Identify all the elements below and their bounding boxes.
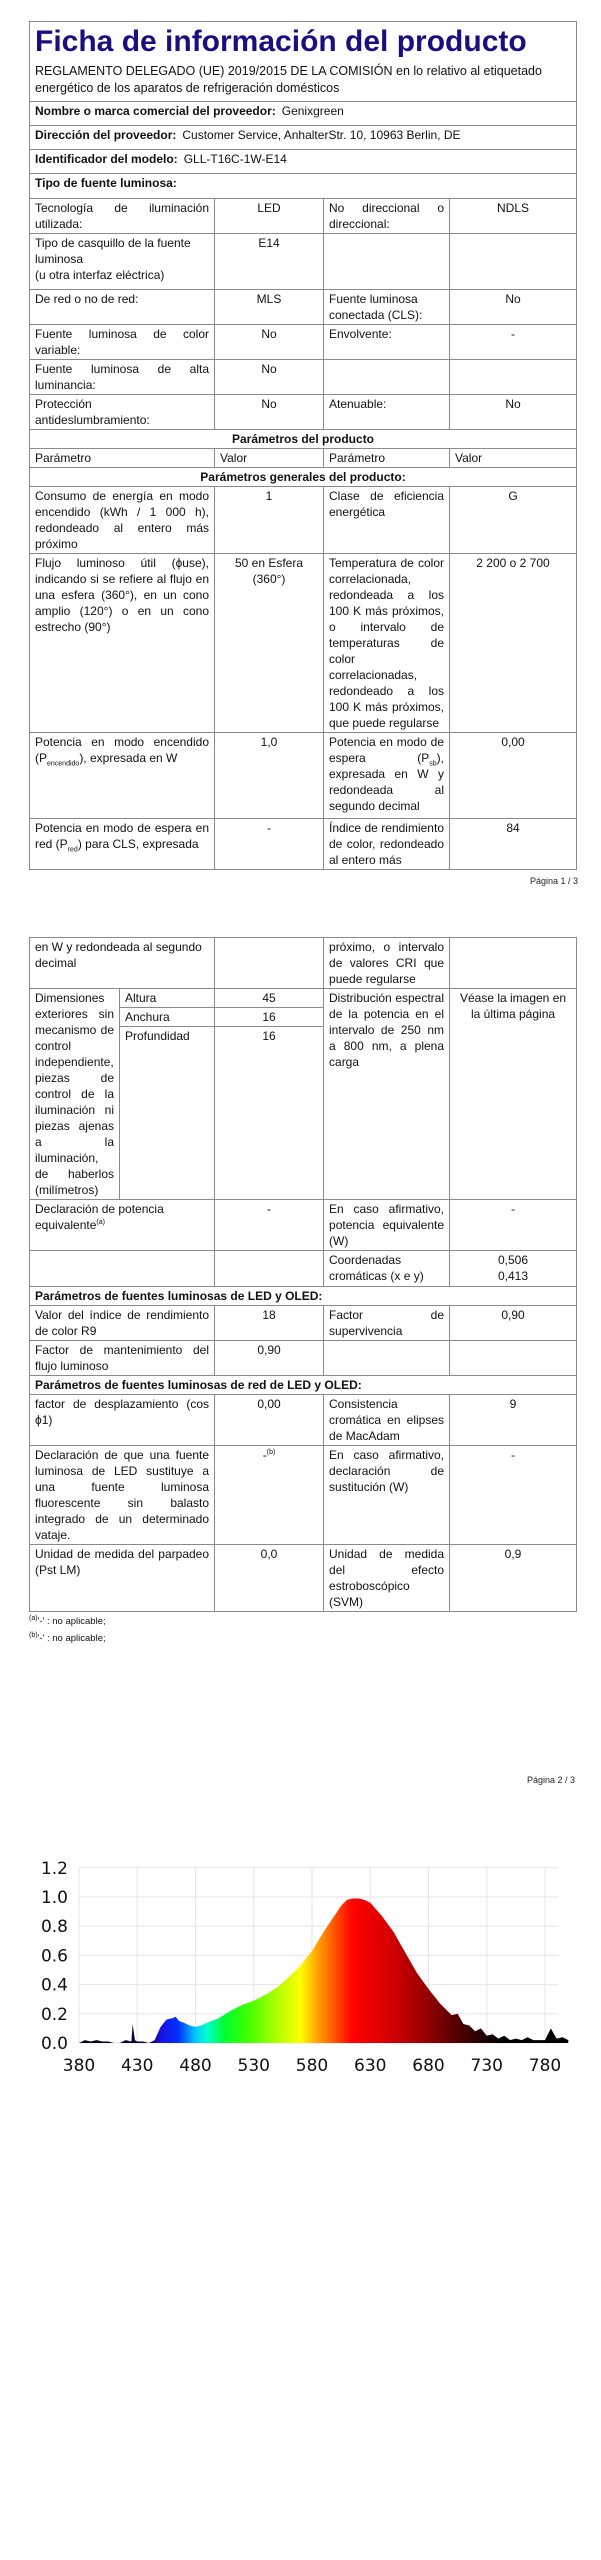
displacement-label: factor de desplazamiento (cos ϕ1): [30, 1395, 215, 1446]
net-power-label-tail: ) para CLS, expresada: [77, 837, 199, 851]
sb-power-value: 0,00: [450, 733, 577, 819]
height-value: 45: [215, 989, 324, 1008]
x-tick-label: 730: [470, 2056, 503, 2076]
footnote-b-mark: (b): [29, 1631, 38, 1639]
r9-value: 18: [215, 1306, 324, 1341]
y-tick-label: 1.2: [40, 1858, 68, 1879]
cap-label-cell: [30, 234, 215, 290]
supplier-address-row: [30, 126, 577, 150]
flicker-label: Unidad de medida del parpadeo (Pst LM): [30, 1545, 215, 1612]
x-tick-label: 780: [528, 2056, 562, 2076]
supplier-name-row: [30, 102, 577, 126]
empty-cell: [324, 1341, 450, 1376]
page-number-2: Página 2 / 3: [526, 1775, 575, 1785]
y-tick-label: 0.2: [40, 2004, 68, 2025]
equiv-label: [30, 1200, 215, 1251]
empty-cell: [450, 1341, 577, 1376]
col-header-value: Valor: [215, 449, 324, 468]
equiv-label-text: Declaración de potencia equivalente: [35, 1202, 164, 1232]
source-type-heading: Tipo de fuente luminosa:: [30, 174, 577, 199]
y-tick-label: 0.0: [40, 2034, 68, 2054]
regulation-text: REGLAMENTO DELEGADO (UE) 2019/2015 DE LA COMISIÓN en lo relativo al etiquetado energético de los aparatos de refrigeración domésticos: [35, 64, 542, 95]
footnote-b: [29, 1633, 576, 1644]
header-cell: [30, 22, 577, 102]
empty-cell: [324, 360, 450, 395]
x-tick-label: 630: [354, 2056, 387, 2076]
col-header-param: Parámetro: [324, 449, 450, 468]
maintenance-value: 0,90: [215, 1341, 324, 1376]
on-power-value: 1,0: [215, 733, 324, 819]
r9-label: Valor del índice de rendimiento de color R9: [30, 1306, 215, 1341]
dimmable-value: No: [450, 395, 577, 430]
depth-value: 16: [215, 1027, 324, 1200]
equiv-w-label: En caso afirmativo, potencia equivalente (W): [324, 1200, 450, 1251]
empty-cell: [215, 938, 324, 989]
net-power-subscript: red: [67, 846, 78, 854]
tech-label: Tecnología de iluminación utilizada:: [30, 199, 215, 234]
colour-tunable-label: Fuente luminosa de color variable:: [30, 325, 215, 360]
cct-label: Temperatura de color correlacionada, redondeada a los 100 K más próximos, o intervalo de temperaturas de color correlacionadas, redondeado a los 100 K más próximos, que puede regularse: [324, 554, 450, 733]
cct-value: 2 200 o 2 700: [450, 554, 577, 733]
led-params-heading: Parámetros de fuentes luminosas de LED y OLED:: [30, 1287, 577, 1306]
x-tick-label: 380: [62, 2056, 96, 2076]
model-id-row: [30, 150, 577, 174]
sb-power-label-text: Potencia en modo de espera (P: [329, 735, 444, 765]
general-params-heading: Parámetros generales del producto:: [30, 468, 577, 487]
macadam-value: 9: [450, 1395, 577, 1446]
footnote-b-text: '-' : no aplicable;: [37, 1633, 106, 1644]
supplier-address-label: Dirección del proveedor:: [35, 128, 177, 142]
page-title: Ficha de información del producto: [35, 25, 527, 58]
width-label: Anchura: [120, 1008, 215, 1027]
spectral-power-chart: [0, 1850, 601, 2090]
energy-value: 1: [215, 487, 324, 554]
empty-cell: [324, 234, 450, 290]
model-id-label: Identificador del modelo:: [35, 152, 178, 166]
x-tick-label: 480: [179, 2056, 212, 2076]
y-tick-label: 0.6: [40, 1946, 68, 1967]
survival-label: Factor de supervivencia: [324, 1306, 450, 1341]
col-header-value: Valor: [450, 449, 577, 468]
net-power-value: -: [215, 819, 324, 870]
cri-value: 84: [450, 819, 577, 870]
equiv-value: -: [215, 1200, 324, 1251]
page-number-1: Página 1 / 3: [529, 876, 578, 886]
y-tick-label: 0.4: [40, 1975, 68, 1996]
net-power-label: [30, 819, 215, 870]
cap-label: Tipo de casquillo de la fuente luminosa: [35, 236, 191, 266]
replace-value-text: -: [262, 1448, 267, 1462]
high-luminance-value: No: [215, 360, 324, 395]
replace-w-label: En caso afirmativo, declaración de sustitución (W): [324, 1446, 450, 1545]
page-1-content: [29, 21, 576, 886]
cls-value: No: [450, 290, 577, 325]
supplier-name-value: Genixgreen: [281, 104, 344, 118]
flicker-value: 0,0: [215, 1545, 324, 1612]
mains-label: De red o no de red:: [30, 290, 215, 325]
spd-label: Distribución espectral de la potencia en el intervalo de 250 nm a 800 nm, a plena carga: [324, 989, 450, 1200]
svm-label: Unidad de medida del efecto estroboscópico (SVM): [324, 1545, 450, 1612]
footnote-a-mark: (a): [29, 1614, 38, 1622]
supplier-address-value: Customer Service, AnhalterStr. 10, 10963 Berlin, DE: [182, 128, 461, 142]
model-id-value: GLL-T16C-1W-E14: [183, 152, 287, 166]
page-2: [0, 930, 601, 1810]
page-2-content: [29, 937, 576, 1644]
empty-cell: [450, 938, 577, 989]
x-tick-label: 430: [121, 2056, 154, 2076]
footnote-ref-a: (a): [96, 1219, 105, 1226]
colour-tunable-value: No: [215, 325, 324, 360]
sb-power-subscript: sb: [429, 760, 437, 768]
cls-label: Fuente luminosa conectada (CLS):: [324, 290, 450, 325]
anti-glare-label: Protección antideslumbramiento:: [30, 395, 215, 430]
cap-label-note: (u otra interfaz eléctrica): [35, 268, 165, 282]
product-info-table-page2: [29, 937, 577, 1612]
col-header-param: Parámetro: [30, 449, 215, 468]
cap-value: E14: [215, 234, 324, 290]
chroma-label: Coordenadas cromáticas (x e y): [324, 1251, 450, 1287]
maintenance-label: Factor de mantenimiento del flujo luminoso: [30, 1341, 215, 1376]
net-power-label-cont: en W y redondeada al segundo decimal: [30, 938, 215, 989]
high-luminance-label: Fuente luminosa de alta luminancia:: [30, 360, 215, 395]
efficiency-label: Clase de eficiencia energética: [324, 487, 450, 554]
y-tick-label: 1.0: [40, 1888, 68, 1908]
depth-label: Profundidad: [120, 1027, 215, 1200]
anti-glare-value: No: [215, 395, 324, 430]
empty-cell: [450, 360, 577, 395]
replace-label: Declaración de que una fuente luminosa de LED sustituye a una fuente luminosa fluorescente sin balasto integrado de un determinado vataje.: [30, 1446, 215, 1545]
directional-label: No direccional o direccional:: [324, 199, 450, 234]
spectrum-area: [79, 1899, 568, 2044]
chroma-value: [450, 1251, 577, 1287]
tech-value: LED: [215, 199, 324, 234]
cri-label-cont: próximo, o intervalo de valores CRI que puede regularse: [324, 938, 450, 989]
footnote-ref-b: (b): [266, 1449, 276, 1456]
envelope-label: Envolvente:: [324, 325, 450, 360]
flux-value: 50 en Esfera (360°): [215, 554, 324, 733]
on-power-label: [30, 733, 215, 819]
supplier-name-label: Nombre o marca comercial del proveedor:: [35, 104, 276, 118]
energy-label: Consumo de energía en modo encendido (kWh / 1 000 h), redondeado al entero más próximo: [30, 487, 215, 554]
footnote-a-text: '-' : no aplicable;: [37, 1616, 106, 1627]
height-label: Altura: [120, 989, 215, 1008]
dimensions-label: Dimensiones exteriores sin mecanismo de control independiente, piezas de control de la iluminación ni piezas ajenas a la iluminación, de haberlos (milímetros): [30, 989, 120, 1200]
empty-cell: [450, 234, 577, 290]
flux-label: Flujo luminoso útil (ϕuse), indicando si se refiere al flujo en una esfera (360°), en un cono amplio (120°) o en un cono estrecho (90°): [30, 554, 215, 733]
dimmable-label: Atenuable:: [324, 395, 450, 430]
footnote-a: [29, 1616, 576, 1627]
directional-value: NDLS: [450, 199, 577, 234]
empty-cell: [30, 1251, 215, 1287]
on-power-label-tail: ), expresada en W: [79, 751, 178, 765]
on-power-subscript: encendido: [47, 760, 80, 768]
displacement-value: 0,00: [215, 1395, 324, 1446]
empty-cell: [215, 1251, 324, 1287]
width-value: 16: [215, 1008, 324, 1027]
net-power-label-text: Potencia en modo de espera en red (P: [35, 821, 209, 851]
cri-label: Índice de rendimiento de color, redondeado al entero más: [324, 819, 450, 870]
x-tick-label: 680: [412, 2056, 445, 2076]
y-tick-label: 0.8: [40, 1917, 68, 1938]
replace-value: [215, 1446, 324, 1545]
macadam-label: Consistencia cromática en elipses de MacAdam: [324, 1395, 450, 1446]
chroma-y: 0,413: [498, 1269, 529, 1283]
efficiency-value: G: [450, 487, 577, 554]
replace-w-value: -: [450, 1446, 577, 1545]
product-info-table-page1: [29, 21, 577, 870]
mains-led-params-heading: Parámetros de fuentes luminosas de red de LED y OLED:: [30, 1376, 577, 1395]
chroma-x: 0,506: [498, 1253, 529, 1267]
on-power-label-text: Potencia en modo encendido (P: [35, 735, 209, 765]
sb-power-label-tail: ), expresada en W y redondeada al segundo decimal: [329, 751, 444, 813]
envelope-value: -: [450, 325, 577, 360]
mains-value: MLS: [215, 290, 324, 325]
x-tick-label: 530: [237, 2056, 270, 2076]
equiv-w-value: -: [450, 1200, 577, 1251]
survival-value: 0,90: [450, 1306, 577, 1341]
product-params-heading: Parámetros del producto: [30, 430, 577, 449]
svm-value: 0,9: [450, 1545, 577, 1612]
sb-power-label: [324, 733, 450, 819]
x-tick-label: 580: [295, 2056, 329, 2076]
spd-value: Véase la imagen en la última página: [450, 989, 577, 1200]
